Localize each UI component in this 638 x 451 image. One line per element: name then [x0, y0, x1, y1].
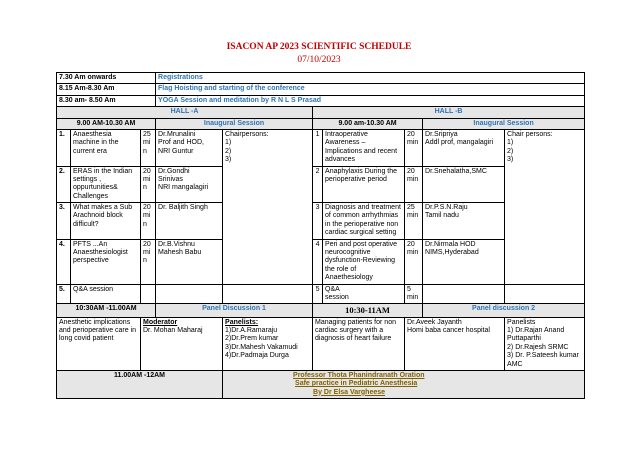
hall-a-topic: Anaesthesia machine in the current era: [71, 129, 141, 166]
hall-a-no: 4.: [57, 239, 71, 284]
hall-b-speaker: [423, 284, 505, 304]
panel-a-moderator-cell: [141, 317, 223, 370]
panel-a-topic: Anesthetic implications and perioperative care in long covid patient: [57, 317, 141, 370]
panel-b-moderator: Dr.Aveek Jayanth Homi baba cancer hospital: [405, 317, 505, 370]
hall-b-no: 1: [313, 129, 323, 166]
panel-b-panelists: Panelists 1) Dr.Rajan Anand Puttaparthi 2) Dr.Rajesh SRMC 3) Dr. P.Sateesh kumar AMC: [505, 317, 585, 370]
inaugural-label-b: Inaugural Session: [423, 118, 585, 129]
hall-a-duration: 20 mi n: [141, 239, 156, 284]
inaugural-label-a: Inaugural Session: [156, 118, 313, 129]
hall-a-duration: 20 mi n: [141, 203, 156, 240]
hall-b-no: 5: [313, 284, 323, 304]
hall-a-speaker: Dr.Mrunalini Prof and HOD, NRI Guntur: [156, 129, 223, 166]
top-row-event: YOGA Session and meditation by R N L S Prasad: [156, 95, 585, 106]
hall-b-duration: 20 min: [405, 166, 423, 203]
panel-label-a: Panel Discussion 1: [156, 304, 313, 317]
panel-header-row: [57, 304, 585, 317]
hall-a-no: 1.: [57, 129, 71, 166]
hall-header-row: [57, 107, 585, 118]
hall-b-speaker: Dr.Snehalatha,SMC: [423, 166, 505, 203]
hall-b-empty: [505, 284, 585, 304]
hall-a-topic: Q&A session: [71, 284, 141, 304]
panel-label-b: Panel discussion 2: [423, 304, 585, 317]
hall-b-speaker: Dr.Sripriya Addl prof, mangalagiri: [423, 129, 505, 166]
top-row-time: 8.30 am- 8.50 Am: [57, 95, 156, 106]
inaugural-time-b: 9.00 am-10.30 AM: [313, 118, 423, 129]
hall-a-topic: PFTS ...An Anaesthesiologist perspective: [71, 239, 141, 284]
hall-a-speaker: Dr.Gondhi Srinivas NRI mangalagiri: [156, 166, 223, 203]
hall-b-topic: Intraoperative Awareness – Implications and recent advances: [323, 129, 405, 166]
hall-b-duration: 25 min: [405, 203, 423, 240]
session-row: [57, 284, 585, 304]
inaugural-time-a: 9.00 AM-10.30 AM: [57, 118, 156, 129]
schedule-table: [56, 72, 585, 399]
hall-a-no: 2.: [57, 166, 71, 203]
oration-topic: Safe practice in Pediatric Anesthesia: [295, 380, 418, 388]
hall-b-duration: 20 min: [405, 239, 423, 284]
hall-a-duration: 25 mi n: [141, 129, 156, 166]
hall-b-no: 4: [313, 239, 323, 284]
hall-b-speaker: Dr.Nirmala HOD NIMS,Hyderabad: [423, 239, 505, 284]
hall-b-chairpersons: Chair persons: 1) 2) 3): [505, 129, 585, 284]
hall-b-topic: Peri and post operative neurocognitive dysfunction-Reviewing the role of Anaethesiology: [323, 239, 405, 284]
hall-b-no: 3: [313, 203, 323, 240]
hall-b-topic: Anaphylaxis During the perioperative period: [323, 166, 405, 203]
inaugural-row: [57, 118, 585, 129]
top-row-time: 7.30 Am onwards: [57, 73, 156, 84]
hall-a-speaker: Dr. Baljith Singh: [156, 203, 223, 240]
hall-a-no: 3.: [57, 203, 71, 240]
top-row-flag: [57, 84, 585, 95]
hall-b-topic: Diagnosis and treatment of common arrhythmias in the perioperative non cardiac surgical setting: [323, 203, 405, 240]
hall-a-duration: 20 mi n: [141, 166, 156, 203]
schedule-date: 07/10/2023: [297, 55, 341, 65]
hall-a-no: 5.: [57, 284, 71, 304]
top-row-registrations: [57, 73, 585, 84]
hall-a-empty: [223, 284, 313, 304]
hall-a-chairpersons: Chairpersons: 1) 2) 3): [223, 129, 313, 284]
panel-a-moderator-label: Moderator: [143, 318, 178, 326]
hall-a-topic: What makes a Sub Arachnoid block difficult?: [71, 203, 141, 240]
hall-b-speaker: Dr.P.S.N.Raju Tamil nadu: [423, 203, 505, 240]
hall-a-topic: ERAS in the Indian settings , oppurtunities& Challenges: [71, 166, 141, 203]
oration-title: Professor Thota Phanindranath Oration: [293, 371, 425, 379]
hall-b-label: HALL -B: [313, 107, 585, 118]
panel-a-panelists-label: Panelists:: [225, 318, 259, 326]
schedule-title: ISACON AP 2023 SCIENTIFIC SCHEDULE: [226, 42, 412, 52]
oration-time: 11.00AM -12AM: [57, 370, 223, 398]
hall-a-speaker: [156, 284, 223, 304]
hall-b-duration: 5 min: [405, 284, 423, 304]
panel-a-moderator: Dr. Mohan Maharaj: [143, 326, 203, 334]
hall-a-label: HALL -A: [57, 107, 313, 118]
oration-row: [57, 370, 585, 398]
hall-a-duration: [141, 284, 156, 304]
panel-row: [57, 317, 585, 370]
oration-cell: [223, 370, 585, 398]
top-row-event: Flag Hoisting and starting of the conference: [156, 84, 585, 95]
top-row-time: 8.15 Am-8.30 Am: [57, 84, 156, 95]
hall-a-speaker: Dr.B.Vishnu Mahesh Babu: [156, 239, 223, 284]
panel-time-b: 10:30-11AM: [313, 304, 423, 317]
panel-time-a: 10:30AM -11.00AM: [57, 304, 156, 317]
oration-speaker: By Dr Elsa Vargheese: [313, 388, 386, 396]
panel-b-topic: Managing patients for non cardiac surgery with a diagnosis of heart failure: [313, 317, 405, 370]
panel-a-panelists-cell: [223, 317, 313, 370]
panel-a-panelists: 1)Dr.A.Ramaraju 2)Dr.Prem kumar 3)Dr.Mahesh Vakamudi 4)Dr.Padmaja Durga: [225, 326, 298, 360]
top-row-yoga: [57, 95, 585, 106]
hall-b-topic: Q&A session: [323, 284, 405, 304]
hall-b-duration: 20 min: [405, 129, 423, 166]
hall-b-no: 2: [313, 166, 323, 203]
session-row: [57, 129, 585, 166]
top-row-event: Registrations: [156, 73, 585, 84]
